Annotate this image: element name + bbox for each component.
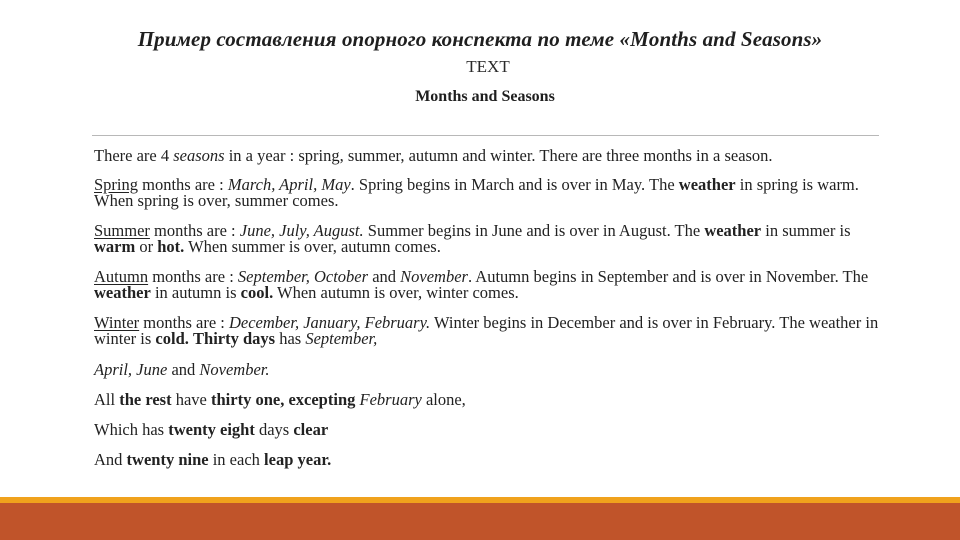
footer-band (0, 497, 960, 540)
paragraph-spring: Spring months are : March, April, May. Spring begins in March and is over in May. The weather in spring is warm. When spring is over, summer comes. (94, 175, 859, 210)
paragraph-winter: Winter months are : December, January, February. Winter begins in December and is over in February. The weather in winter is cold. Thirty days has September, (94, 313, 879, 348)
footer-stripe (0, 497, 960, 503)
divider (92, 135, 879, 136)
poem-line-3: Which has twenty eight days clear (94, 420, 329, 439)
paragraph-autumn: Autumn months are : September, October and November. Autumn begins in September and is over in November. The weather in autumn is cool. When autumn is over, winter comes. (94, 267, 869, 302)
paragraph-summer: Summer months are : June, July, August. Summer begins in June and is over in August. The weather in summer is warm or hot. When summer is over, autumn comes. (94, 221, 851, 256)
poem-line-1: April, June and November. (94, 360, 270, 379)
text-label: TEXT (466, 57, 510, 76)
paragraph-seasons: There are 4 seasons in a year : spring, summer, autumn and winter. There are three months in a season. (94, 146, 773, 165)
section-heading: Months and Seasons (415, 88, 555, 105)
poem-line-4: And twenty nine in each leap year. (94, 450, 332, 469)
autumn-term: Autumn (94, 267, 149, 286)
page-title: Пример составления опорного конспекта по теме «Months and Seasons» (137, 27, 823, 51)
winter-term: Winter (94, 313, 140, 332)
poem-line-2: All the rest have thirty one, excepting February alone, (94, 390, 466, 409)
spring-term: Spring (94, 175, 139, 194)
summer-term: Summer (94, 221, 150, 240)
